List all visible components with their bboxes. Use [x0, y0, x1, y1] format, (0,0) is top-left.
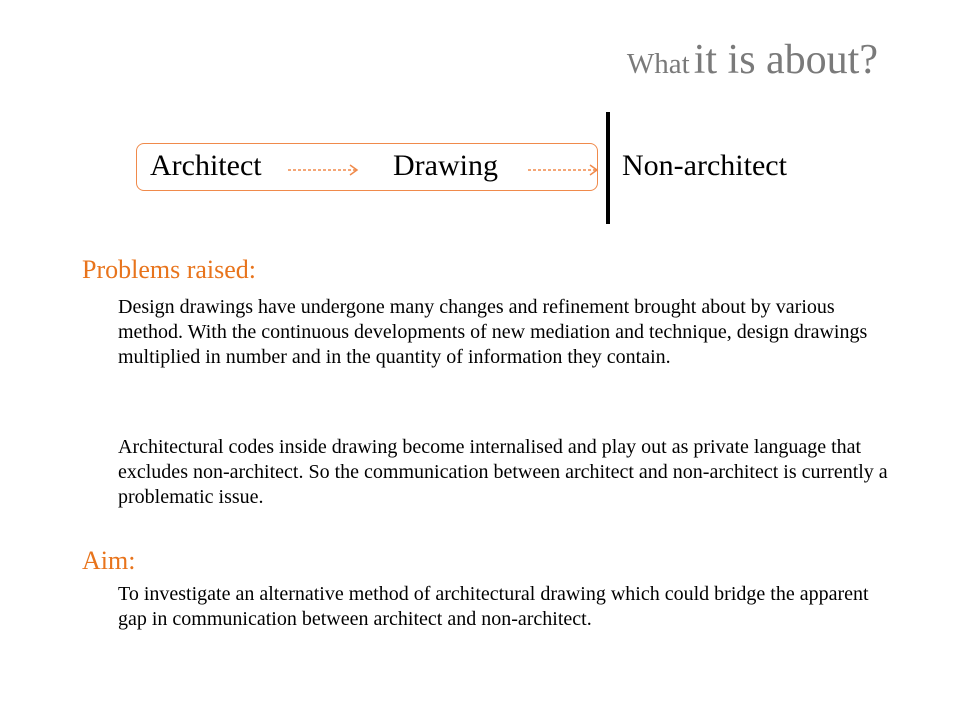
- arrow-drawing-to-non-architect: [528, 165, 597, 175]
- problems-heading: Problems raised:: [82, 255, 257, 284]
- arrow-architect-to-drawing: [288, 165, 357, 175]
- flow-divider-line: [606, 112, 610, 224]
- problems-paragraph-2: Architectural codes inside drawing become internalised and play out as private language that excludes non-architect. So the communication between architect and non-architect is currently a problematic issue.: [118, 436, 888, 508]
- flow-label-architect: Architect: [150, 149, 262, 182]
- problems-paragraph-1: Design drawings have undergone many changes and refinement brought about by various method. With the continuous developments of new mediation and technique, design drawings multiplied in number and in the quantity of information they contain.: [118, 296, 868, 368]
- title-part-about: it is about?: [693, 37, 878, 83]
- aim-heading: Aim:: [82, 546, 136, 575]
- title-part-what: What: [626, 48, 690, 80]
- flow-label-non-architect: Non-architect: [622, 149, 787, 182]
- aim-paragraph: To investigate an alternative method of architectural drawing which could bridge the apparent gap in communication between architect and non-architect.: [118, 583, 869, 630]
- flow-label-drawing: Drawing: [393, 149, 498, 182]
